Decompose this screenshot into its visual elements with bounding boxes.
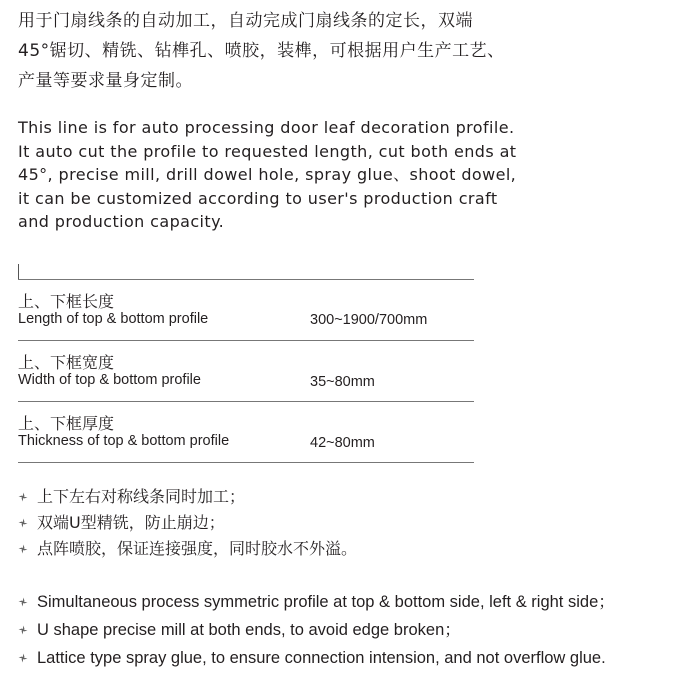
spec-label-cn: 上、下框厚度 — [18, 414, 115, 433]
feature-text: 上下左右对称线条同时加工； — [37, 487, 246, 506]
spec-divider — [18, 279, 474, 280]
spec-table-corner-tick — [18, 264, 19, 279]
intro-chinese-line: 45°锯切、精铣、钻榫孔、喷胶，装榫，可根据用户生产工艺、 — [18, 41, 505, 61]
pinwheel-bullet-icon — [18, 518, 28, 528]
spec-divider — [18, 340, 474, 341]
feature-text: 双端U型精铣，防止崩边； — [37, 513, 225, 532]
feature-text: Simultaneous process symmetric profile at top & bottom side, left & right side； — [37, 593, 615, 611]
intro-english-line: 45°, precise mill, drill dowel hole, spray glue、shoot dowel, — [18, 165, 517, 184]
spec-value: 35~80mm — [310, 374, 375, 390]
pinwheel-bullet-icon — [18, 625, 28, 635]
spec-label-en: Width of top & bottom profile — [18, 372, 201, 388]
spec-divider — [18, 462, 474, 463]
spec-label-cn: 上、下框长度 — [18, 292, 115, 311]
intro-english-line: and production capacity. — [18, 212, 225, 231]
spec-divider — [18, 401, 474, 402]
intro-chinese — [18, 6, 698, 96]
intro-english — [18, 116, 698, 234]
intro-chinese-line: 产量等要求量身定制。 — [18, 71, 193, 91]
intro-english-line: This line is for auto processing door leaf decoration profile. — [18, 118, 515, 137]
pinwheel-bullet-icon — [18, 653, 28, 663]
intro-english-line: It auto cut the profile to requested length, cut both ends at — [18, 141, 517, 161]
intro-english-line: it can be customized according to user's production craft — [18, 188, 498, 208]
feature-text: Lattice type spray glue, to ensure connection intension, and not overflow glue. — [37, 649, 606, 667]
spec-label-en: Length of top & bottom profile — [18, 311, 209, 327]
spec-value: 300~1900/700mm — [310, 312, 428, 328]
feature-text: U shape precise mill at both ends, to avoid edge broken； — [37, 621, 461, 639]
pinwheel-bullet-icon — [18, 492, 28, 502]
pinwheel-bullet-icon — [18, 544, 28, 554]
spec-label-cn: 上、下框宽度 — [18, 353, 115, 372]
spec-value: 42~80mm — [310, 435, 375, 451]
intro-chinese-line: 用于门扇线条的自动加工，自动完成门扇线条的定长，双端 — [18, 11, 473, 31]
feature-text: 点阵喷胶，保证连接强度，同时胶水不外溢。 — [37, 539, 358, 558]
spec-label-en: Thickness of top & bottom profile — [18, 433, 230, 449]
pinwheel-bullet-icon — [18, 597, 28, 607]
